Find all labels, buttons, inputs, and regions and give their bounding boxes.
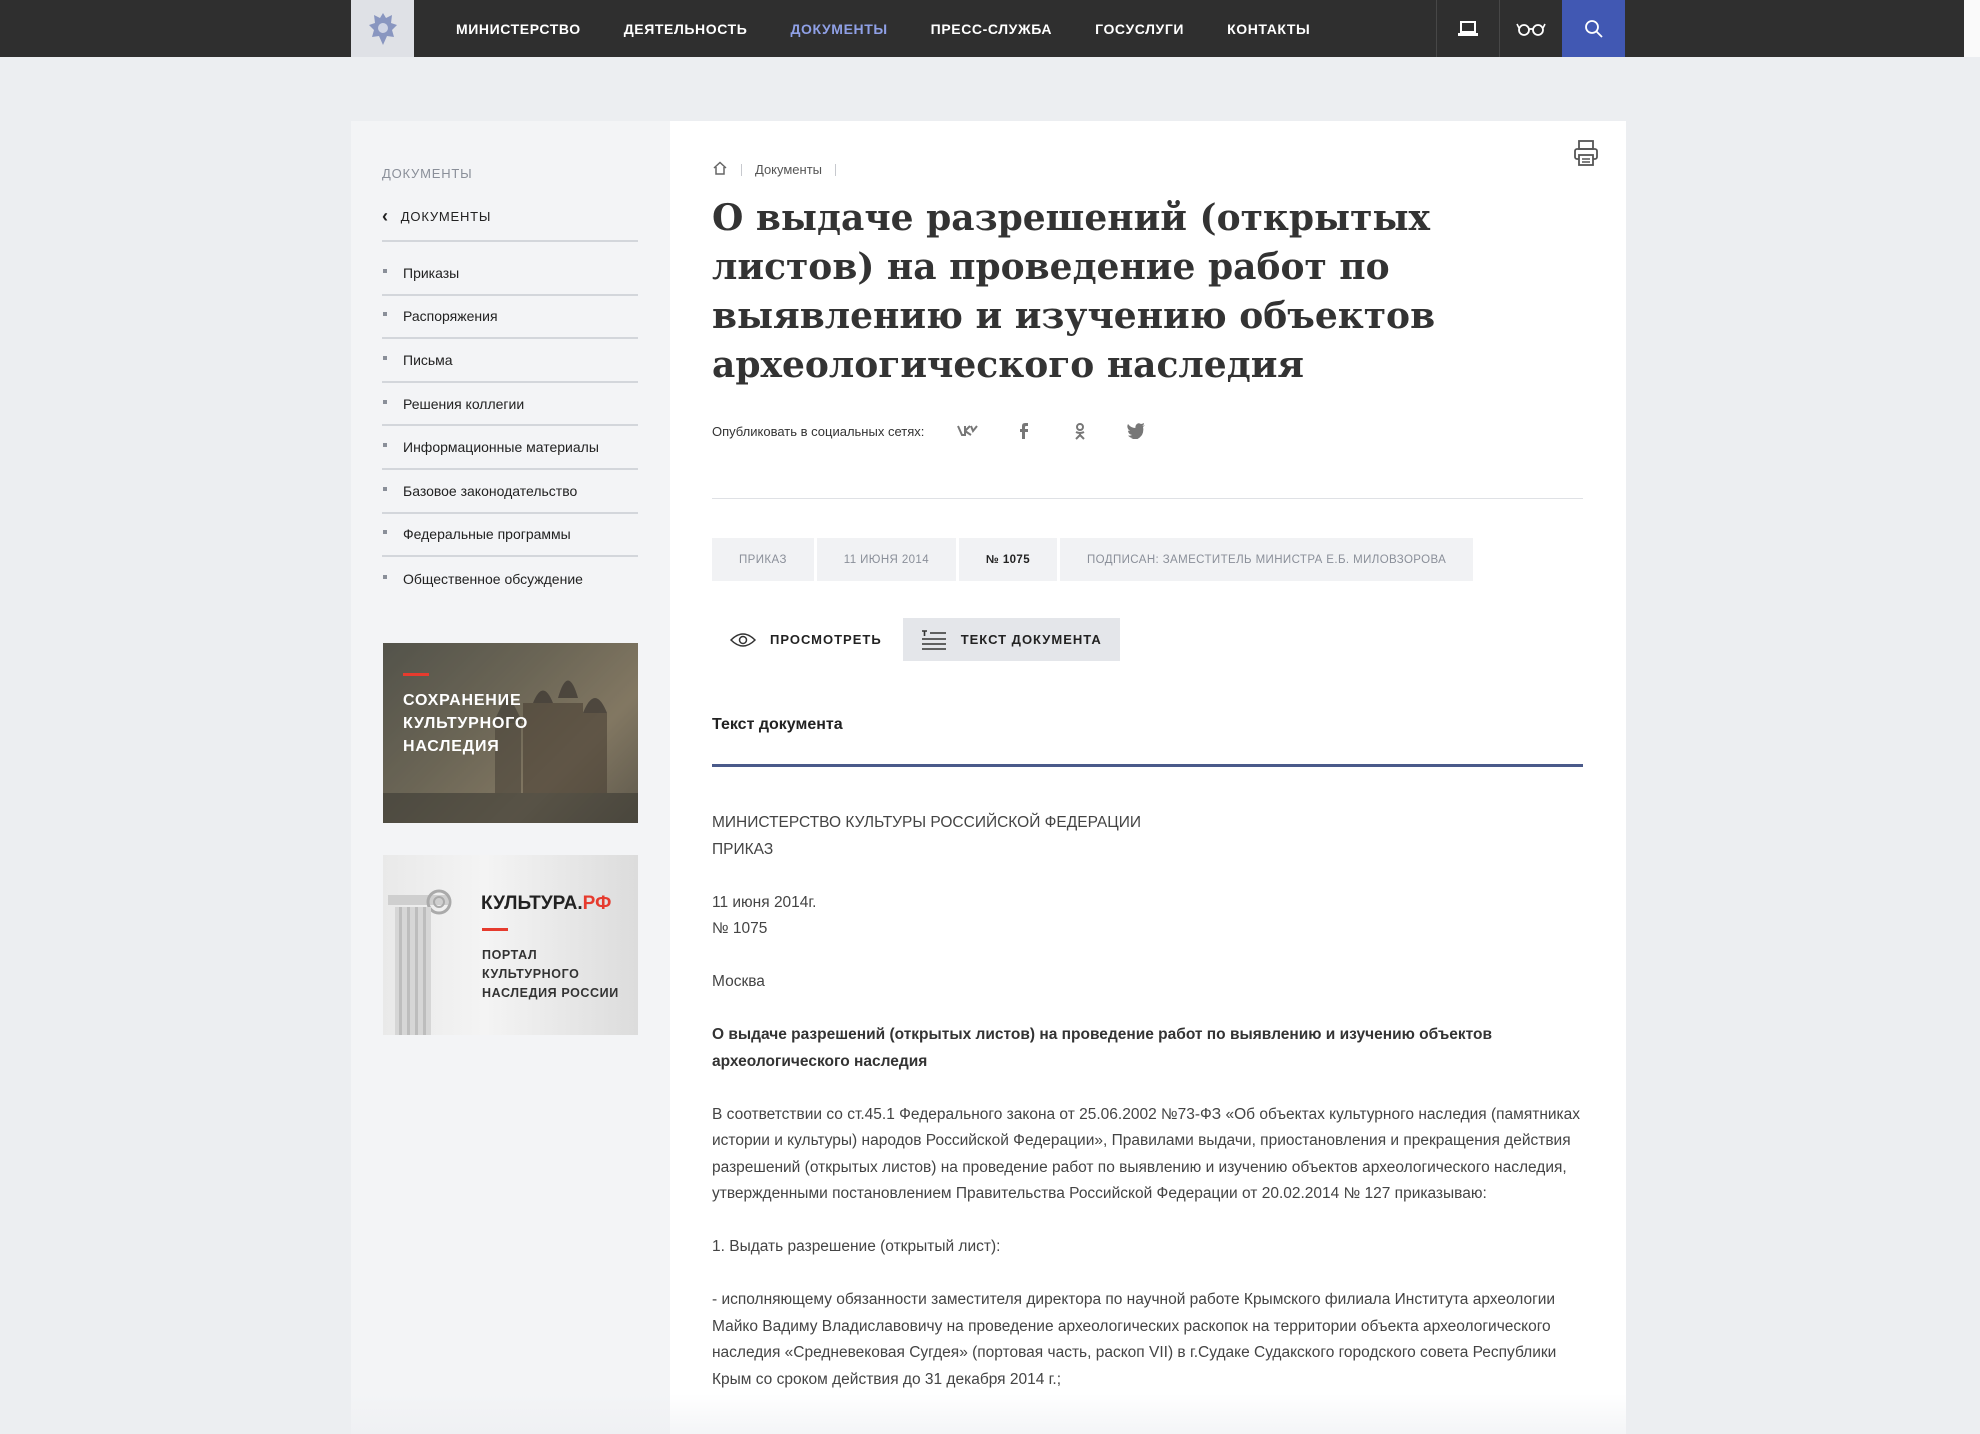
facebook-icon[interactable] xyxy=(1012,419,1036,443)
laptop-button[interactable] xyxy=(1436,0,1499,57)
sidebar-item-label: Федеральные программы xyxy=(403,526,571,543)
bottom-fade xyxy=(0,1394,1980,1434)
meta-signed: ПОДПИСАН: ЗАМЕСТИТЕЛЬ МИНИСТРА Е.Б. МИЛОВЗОРОВА xyxy=(1060,538,1473,581)
document-body xyxy=(712,810,1583,1420)
doc-number: № 1075 xyxy=(712,920,768,937)
doc-ministry: МИНИСТЕРСТВО КУЛЬТУРЫ РОССИЙСКОЙ ФЕДЕРАЦИИ xyxy=(712,814,1141,831)
heritage-banner-text: СОХРАНЕНИЕ КУЛЬТУРНОГО НАСЛЕДИЯ xyxy=(403,692,529,755)
sidebar-item-orders[interactable] xyxy=(382,252,638,296)
top-navbar xyxy=(0,0,1980,57)
twitter-icon[interactable] xyxy=(1124,419,1148,443)
social-share xyxy=(712,419,1148,443)
heading-divider xyxy=(712,764,1583,767)
scrollbar-track[interactable] xyxy=(1964,0,1980,57)
sidebar-item-directives[interactable] xyxy=(382,296,638,340)
text-lines-icon xyxy=(921,629,947,651)
bullet-icon xyxy=(383,400,387,404)
accent-bar xyxy=(403,673,429,676)
accessibility-button[interactable] xyxy=(1499,0,1562,57)
bullet-icon xyxy=(383,530,387,534)
document-text-button[interactable] xyxy=(903,618,1120,661)
search-icon xyxy=(1584,19,1604,39)
bullet-icon xyxy=(383,269,387,273)
share-label: Опубликовать в социальных сетях: xyxy=(712,423,925,439)
search-button[interactable] xyxy=(1562,0,1625,57)
document-text-button-label: ТЕКСТ ДОКУМЕНТА xyxy=(960,632,1102,647)
home-icon[interactable] xyxy=(712,161,728,178)
bullet-icon xyxy=(383,443,387,447)
eye-icon xyxy=(730,632,756,648)
bullet-icon xyxy=(383,487,387,491)
nav-contacts[interactable]: КОНТАКТЫ xyxy=(1227,20,1311,37)
sidebar-item-label: Письма xyxy=(403,351,453,368)
nav-ministry[interactable]: МИНИСТЕРСТВО xyxy=(456,20,581,37)
document-meta xyxy=(712,538,1476,581)
odnoklassniki-icon[interactable] xyxy=(1068,419,1092,443)
view-button[interactable] xyxy=(712,618,900,661)
breadcrumb-separator xyxy=(835,164,836,176)
nav-documents[interactable]: ДОКУМЕНТЫ xyxy=(790,20,888,37)
sidebar-item-info-materials[interactable] xyxy=(382,426,638,470)
doc-item-1-text: - исполняющему обязанности заместителя директора по научной работе Крымского филиала Института археологии Майко Вадиму Владиславовичу на проведение археологических раскопок на территории объекта археологического наследия «Средневековая Сугдея» (портовая часть, раскоп VII) в г.Судаке Судакского городского совета Республики Крым со сроком действия до 31 декабря 2014 г.; xyxy=(712,1291,1557,1388)
doc-preamble: В соответствии со ст.45.1 Федерального закона от 25.06.2002 №73-ФЗ «Об объектах культурного наследия (памятниках истории и культуры) народов Российской Федерации», Правилами выдачи, приостановления и прекращения действия разрешений (открытых листов) на проведение работ по выявлению и изучению объектов археологического наследия, утвержденными постановлением Правительства Российской Федерации от 20.02.2014 № 127 приказываю: xyxy=(712,1105,1581,1202)
laptop-icon xyxy=(1457,21,1479,37)
sidebar-item-basic-legislation[interactable] xyxy=(382,470,638,514)
sidebar xyxy=(351,121,670,1434)
sidebar-item-label: Решения коллегии xyxy=(403,395,525,412)
divider xyxy=(712,498,1583,499)
doc-date: 11 июня 2014г. xyxy=(712,893,817,911)
sidebar-item-board-decisions[interactable] xyxy=(382,383,638,427)
document-header-block xyxy=(712,810,1583,863)
nav-press[interactable]: ПРЕСС-СЛУЖБА xyxy=(930,20,1053,37)
main-content xyxy=(670,121,1626,1434)
page-title: О выдаче разрешений (открытых листов) на проведение работ по выявлению и изучению объектов археологического наследия xyxy=(712,197,1436,386)
sidebar-back-label: ДОКУМЕНТЫ xyxy=(400,209,492,224)
sidebar-item-label: Приказы xyxy=(403,264,460,281)
breadcrumb xyxy=(712,161,849,178)
sidebar-list xyxy=(382,252,638,601)
ministry-emblem-logo[interactable] xyxy=(351,0,414,57)
main-nav xyxy=(456,0,1353,57)
kultura-rf-banner-text: ПОРТАЛ КУЛЬТУРНОГО НАСЛЕДИЯ РОССИИ xyxy=(482,948,619,1000)
doc-city: Москва xyxy=(712,973,765,990)
print-button[interactable] xyxy=(1573,139,1599,172)
doc-subject: О выдаче разрешений (открытых листов) на проведение работ по выявлению и изучению объектов археологического наследия xyxy=(712,1026,1493,1070)
breadcrumb-documents[interactable]: Документы xyxy=(755,162,823,177)
glasses-icon xyxy=(1516,22,1546,36)
bullet-icon xyxy=(383,575,387,579)
sidebar-item-label: Общественное обсуждение xyxy=(403,570,583,587)
bullet-icon xyxy=(383,312,387,316)
sidebar-item-federal-programs[interactable] xyxy=(382,514,638,558)
view-mode-buttons xyxy=(712,618,1123,661)
kultura-rf-banner[interactable] xyxy=(383,855,638,1035)
meta-number: № 1075 xyxy=(959,538,1057,581)
vk-icon[interactable] xyxy=(956,419,980,443)
bullet-icon xyxy=(383,356,387,360)
sidebar-item-label: Распоряжения xyxy=(403,308,498,325)
nav-gosuslugi[interactable]: ГОСУСЛУГИ xyxy=(1095,20,1185,37)
document-date-block xyxy=(712,890,1583,943)
meta-type: ПРИКАЗ xyxy=(712,538,814,581)
document-text-heading: Текст документа xyxy=(712,716,843,733)
heritage-banner[interactable] xyxy=(383,643,638,823)
sidebar-item-public-discussion[interactable] xyxy=(382,557,638,601)
ionic-column-icon xyxy=(383,875,458,1035)
breadcrumb-separator xyxy=(741,164,742,176)
sidebar-caption: ДОКУМЕНТЫ xyxy=(382,166,473,181)
doc-kind: ПРИКАЗ xyxy=(712,840,774,858)
kultura-rf-logo: КУЛЬТУРА.РФ xyxy=(481,893,612,914)
doc-item-1: 1. Выдать разрешение (открытый лист): xyxy=(712,1238,1001,1255)
accent-bar xyxy=(482,928,508,931)
sidebar-item-label: Информационные материалы xyxy=(403,439,599,456)
sidebar-item-letters[interactable] xyxy=(382,339,638,383)
printer-icon xyxy=(1573,139,1599,167)
view-button-label: ПРОСМОТРЕТЬ xyxy=(770,632,882,647)
chevron-left-icon: ‹ xyxy=(382,206,389,226)
meta-date: 11 ИЮНЯ 2014 xyxy=(817,538,956,581)
sidebar-item-label: Базовое законодательство xyxy=(403,482,578,499)
nav-activity[interactable]: ДЕЯТЕЛЬНОСТЬ xyxy=(623,20,748,37)
sidebar-back-link[interactable] xyxy=(382,206,638,242)
